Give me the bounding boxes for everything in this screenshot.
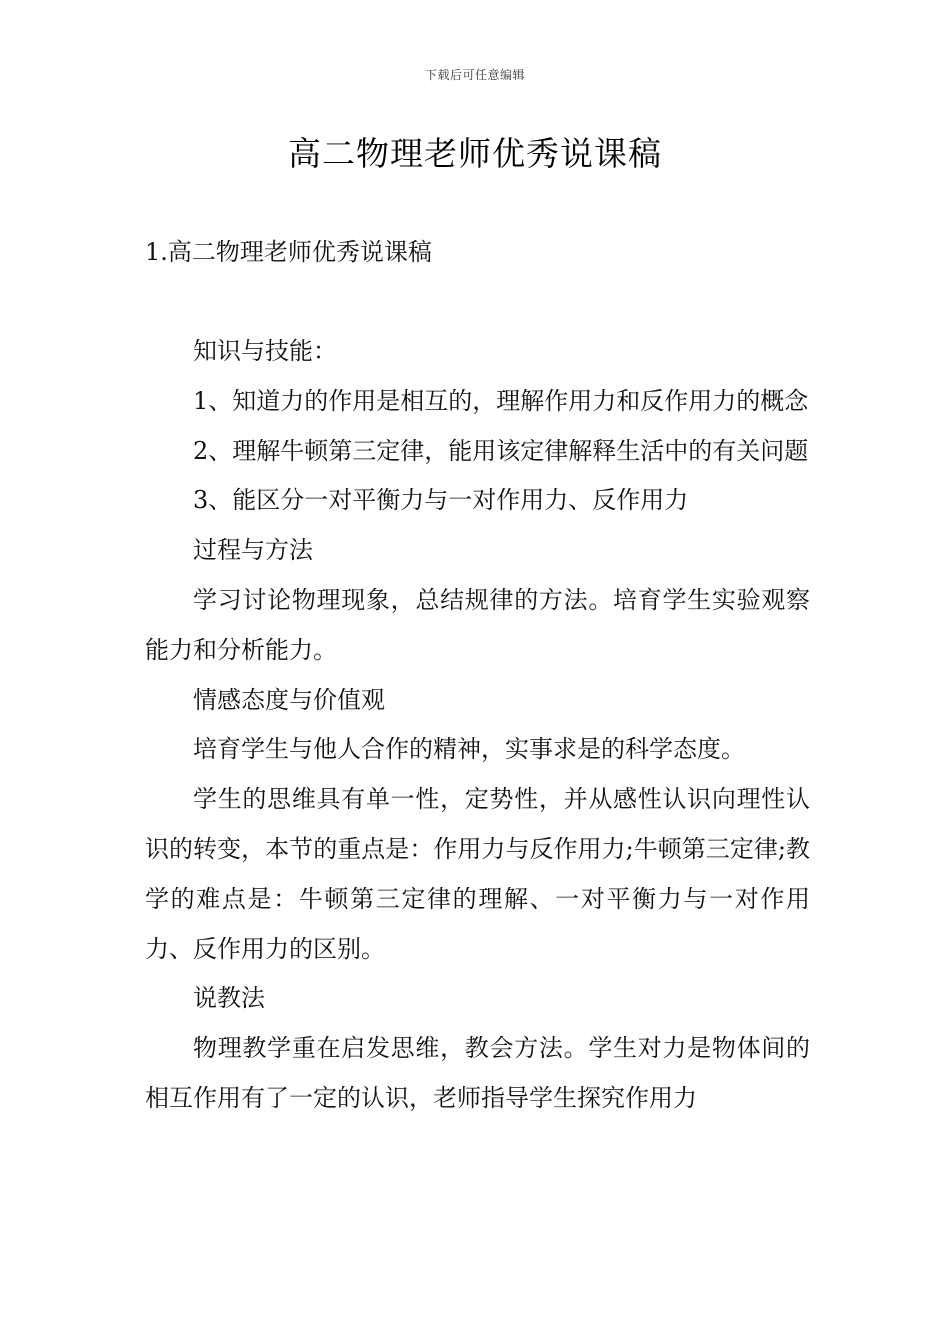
paragraph: 说教法 [193,984,265,1013]
paragraph: 知识与技能： [193,337,337,365]
paragraph: 物理教学重在启发思维，教会方法。学生对力是物体间的相互作用有了一定的认识，老师指导学生探究作用力 [145,1034,810,1112]
paragraph: 1、知道力的作用是相互的，理解作用力和反作用力的概念 [193,386,809,415]
document-body [145,327,810,1124]
paragraph: 3、能区分一对平衡力与一对作用力、反作用力 [193,486,689,515]
paragraph: 过程与方法 [193,536,313,565]
paragraph: 2、理解牛顿第三定律，能用该定律解释生活中的有关问题 [193,436,809,465]
paragraph: 学生的思维具有单一性，定势性，并从感性认识向理性认识的转变，本节的重点是：作用力与反作用力;牛顿第三定律;教学的难点是：牛顿第三定律的理解、一对平衡力与一对作用力、反作用力的区别。 [145,785,810,963]
document-title: 高二物理老师优秀说课稿 [288,134,662,173]
paragraph: 情感态度与价值观 [193,685,385,714]
paragraph: 培育学生与他人合作的精神，实事求是的科学态度。 [193,735,745,764]
header-note: 下载后可任意编辑 [424,68,525,82]
section-heading: 1.高二物理老师优秀说课稿 [145,238,432,266]
paragraph: 学习讨论物理现象，总结规律的方法。培育学生实验观察能力和分析能力。 [145,585,810,664]
